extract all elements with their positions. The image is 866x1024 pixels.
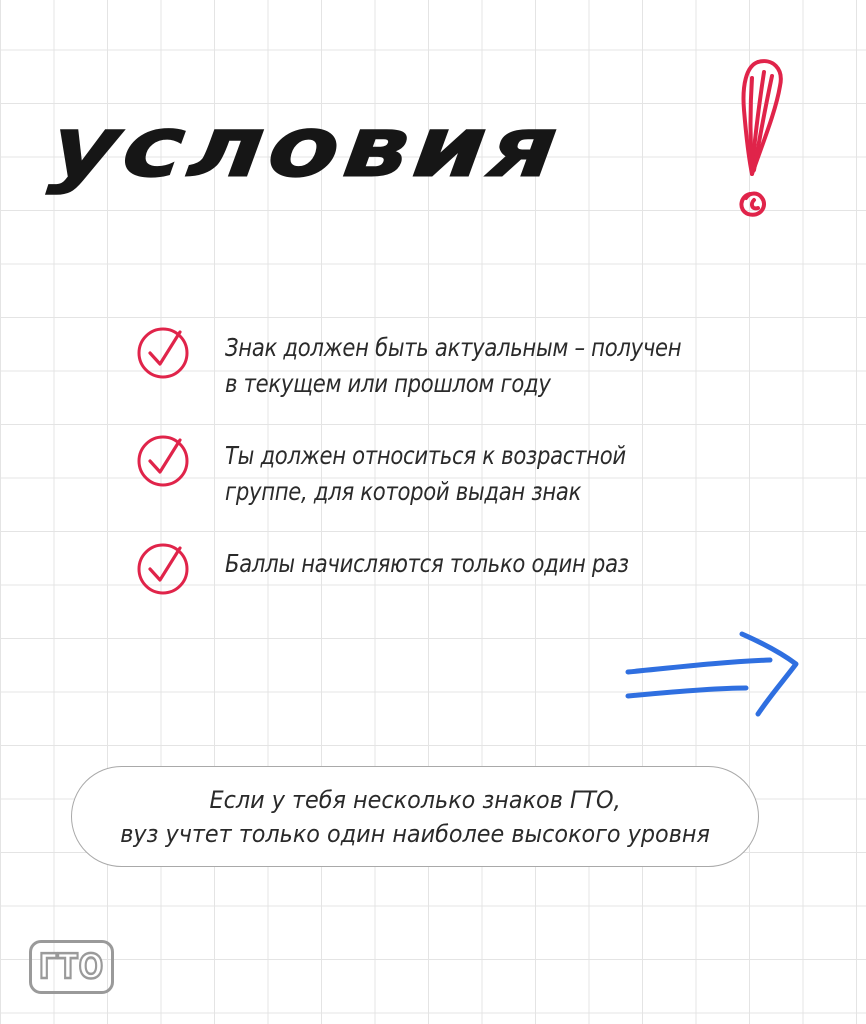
conditions-list — [135, 318, 775, 594]
check-circle-icon — [135, 430, 195, 490]
logo-text: ГТО — [38, 947, 105, 987]
condition-item — [135, 534, 775, 594]
gto-logo — [29, 940, 114, 994]
page-title — [45, 70, 790, 240]
condition-line: Баллы начисляются только один раз — [225, 549, 629, 578]
exclamation-mark-icon — [680, 58, 800, 228]
info-note — [71, 766, 759, 867]
condition-item — [135, 426, 775, 534]
condition-item — [135, 318, 775, 426]
double-arrow-right-icon[interactable] — [620, 628, 810, 723]
condition-line: Ты должен относиться к возрастной — [225, 441, 626, 470]
title-text: условия — [45, 98, 568, 197]
check-circle-icon — [135, 322, 195, 382]
condition-line: группе, для которой выдан знак — [225, 477, 582, 506]
check-circle-icon — [135, 538, 195, 598]
condition-line: Знак должен быть актуальным – получен — [225, 333, 682, 362]
note-line: Если у тебя несколько знаков ГТО, — [209, 785, 621, 814]
note-line: вуз учтет только один наиболее высокого уровня — [120, 819, 710, 848]
condition-line: в текущем или прошлом году — [225, 369, 551, 398]
